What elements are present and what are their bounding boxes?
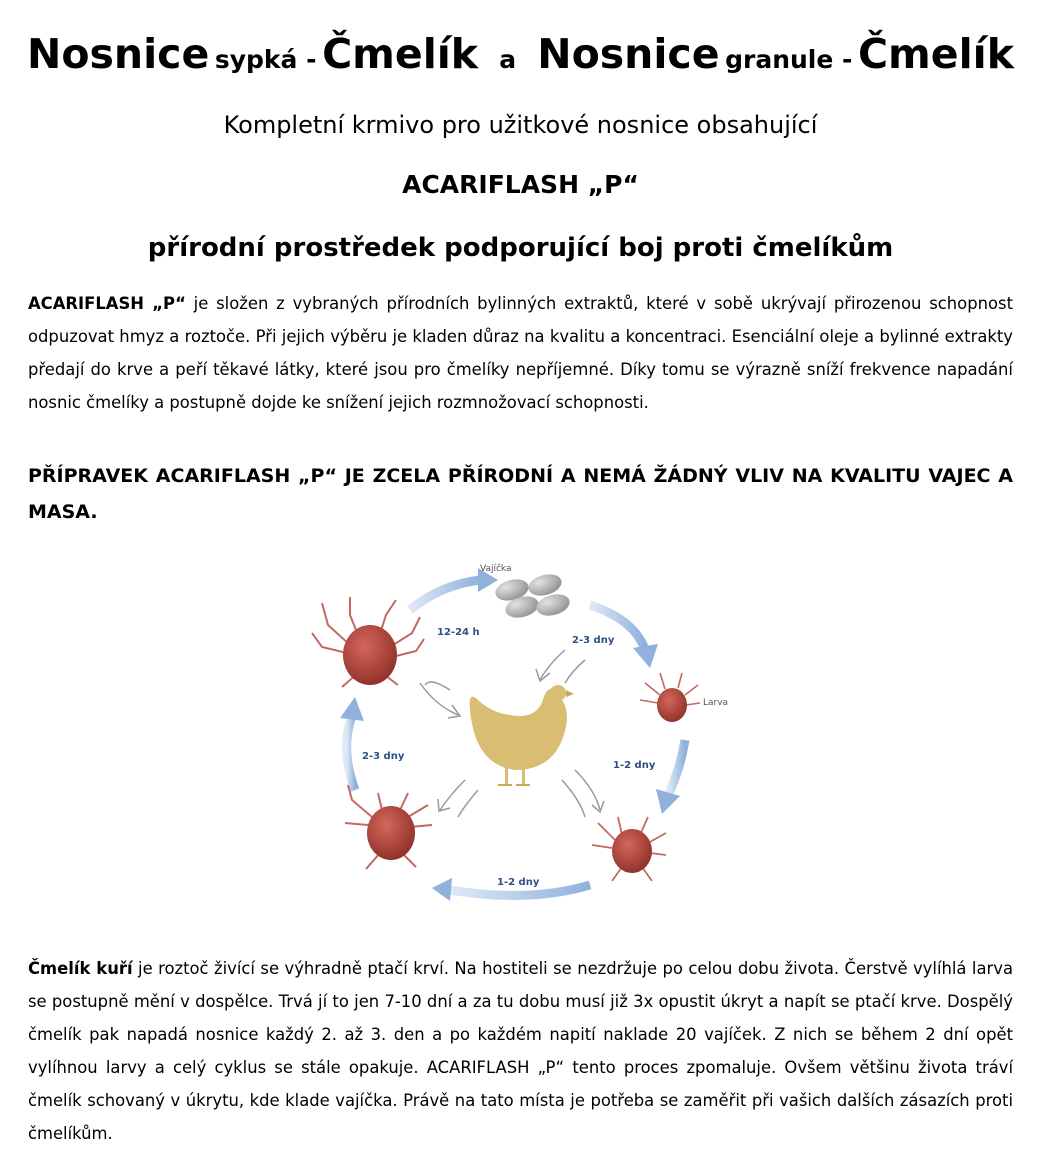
label-larva-to-nymph: 1-2 dny [613, 760, 656, 771]
product-heading: ACARIFLASH „P“ [402, 170, 639, 199]
adult-mite-icon [312, 597, 424, 687]
cycle-arrow-larva-to-nymph [656, 740, 685, 814]
larva-mite-icon [640, 673, 700, 722]
nature-heading: přírodní prostředek podporující boj proti čmelíkům [147, 233, 894, 263]
label-larva: Larva [703, 698, 729, 708]
label-eggs-to-larva: 2-3 dny [572, 635, 615, 646]
title-product-2: Nosnice [537, 30, 720, 78]
hen-icon [470, 685, 574, 785]
cycle-paragraph [28, 952, 1013, 1150]
nymph2-mite-icon [345, 785, 432, 869]
title-form-2: granule - [725, 45, 853, 74]
title-target-2: Čmelík [857, 30, 1014, 78]
cycle-text: je roztoč živící se výhradně ptačí krví. Na hostiteli se nezdržuje po celou dobu života. Čerstvě vylíhlá larva se postupně mění v dospělce. Trvá jí to jen 7-10 dní a za tu dobu musí již 3x opustit úkryt a napít se ptačí krve. Dospělý čmelík pak napadá nosnice každý 2. až 3. den a po každém napití naklade 20 vajíček. Z nich se během 2 dní opět vylíhnou larvy a celý cyklus se stále opakuje. ACARIFLASH „P“ tento proces zpomaluje. Ovšem většinu života tráví čmelík schovaný v úkrytu, kde klade vajíčka. Právě na tato místa je potřeba se zaměřit při vašich dalších zásazích proti čmelíkům. [28, 959, 1013, 1143]
label-nymph-to-nymph2: 1-2 dny [497, 877, 540, 888]
statement-paragraph: PŘÍPRAVEK ACARIFLASH „P“ JE ZCELA PŘÍRODNÍ A NEMÁ ŽÁDNÝ VLIV NA KVALITU VAJEC A MASA. [28, 465, 1013, 523]
title-connector: a [499, 45, 517, 74]
title-target-1: Čmelík [322, 30, 479, 78]
intro-text: je složen z vybraných přírodních bylinných extraktů, které v sobě ukrývají přirozenou schopnost odpuzovat hmyz a roztoče. Při jejich výběru je kladen důraz na kvalitu a koncentraci. Esenciální oleje a bylinné extrakty předají do krve a peří těkavé látky, které jsou pro čmelíky nepříjemné. Díky tomu se výrazně sníží frekvence napadání nosnic čmelíky a postupně dojde ke snížení jejich rozmnožovací schopnosti. [28, 294, 1013, 412]
label-nymph2-to-adult: 2-3 dny [362, 751, 405, 762]
intro-lead: ACARIFLASH „P“ [28, 294, 186, 313]
label-eggs: Vajíčka [480, 564, 512, 574]
mite-life-cycle-diagram [300, 555, 760, 915]
document-title [0, 24, 1041, 93]
intro-paragraph [28, 287, 1013, 419]
title-product-1: Nosnice [27, 30, 210, 78]
title-form-1: sypká - [214, 45, 317, 74]
nymph-mite-icon [592, 817, 666, 881]
cycle-arrow-adult-to-eggs [410, 568, 498, 610]
subtitle: Kompletní krmivo pro užitkové nosnice obsahující [223, 111, 818, 139]
cycle-lead: Čmelík kuří [28, 959, 133, 978]
cycle-arrow-nymph2-to-adult [340, 697, 364, 790]
eggs-cluster [493, 571, 572, 621]
label-adult-to-eggs: 12-24 h [437, 627, 480, 638]
